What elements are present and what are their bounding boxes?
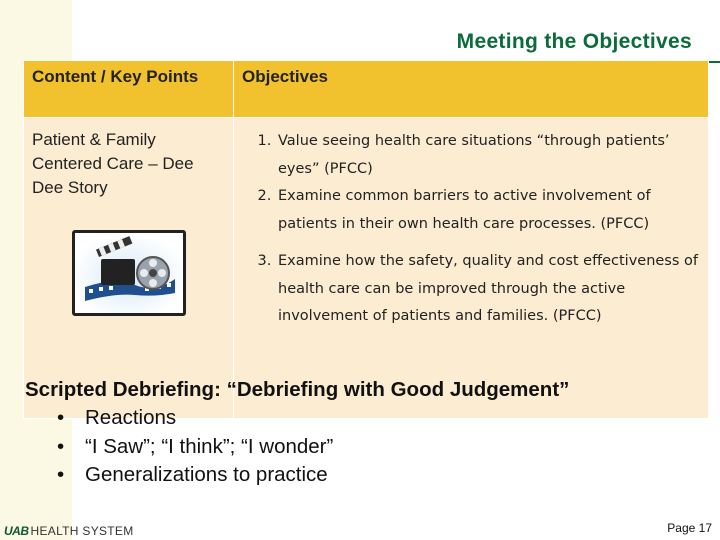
bullet-text: Reactions xyxy=(85,406,177,429)
logo-mark: UAB xyxy=(4,524,29,538)
bullet-dot-icon: • xyxy=(57,434,65,458)
header-objectives: Objectives xyxy=(234,61,709,118)
content-cell xyxy=(24,118,234,419)
uab-health-system-logo xyxy=(4,524,134,538)
table-row xyxy=(24,118,709,419)
bullet-dot-icon: • xyxy=(57,406,65,429)
debriefing-title: Scripted Debriefing: “Debriefing with Good Judgement” xyxy=(25,378,570,401)
objectives-table xyxy=(23,60,709,419)
list-item: 2. Examine common barriers to active involvement of patients in their own health care processes. (PFCC) xyxy=(276,183,698,238)
bullet-text: “I Saw”; “I think”; “I wonder” xyxy=(85,434,334,458)
list-item: 1. Value seeing health care situations “through patients’ eyes” (PFCC) xyxy=(276,128,698,183)
table-header-row xyxy=(24,61,709,118)
logo-text: HEALTH SYSTEM xyxy=(30,524,134,538)
list-item xyxy=(57,433,715,462)
debriefing-bullets xyxy=(25,404,715,490)
debriefing-section xyxy=(25,376,715,490)
list-item xyxy=(57,404,715,433)
content-text: Patient & Family Centered Care – Dee Dee Story xyxy=(32,130,194,197)
header-content-key-points: Content / Key Points xyxy=(24,61,234,118)
bullet-text: Generalizations to practice xyxy=(85,463,328,486)
objectives-cell xyxy=(234,118,709,419)
list-item: 3. Examine how the safety, quality and cost effectiveness of health care can be improved through the active involvement of patients and families. (PFCC) xyxy=(276,248,698,331)
film-reel-clapperboard-icon[interactable] xyxy=(72,230,186,316)
objectives-list xyxy=(240,128,698,331)
bullet-dot-icon: • xyxy=(57,463,65,486)
list-item xyxy=(57,461,715,490)
slide-title: Meeting the Objectives xyxy=(456,30,692,53)
page-number: Page 17 xyxy=(667,521,712,535)
